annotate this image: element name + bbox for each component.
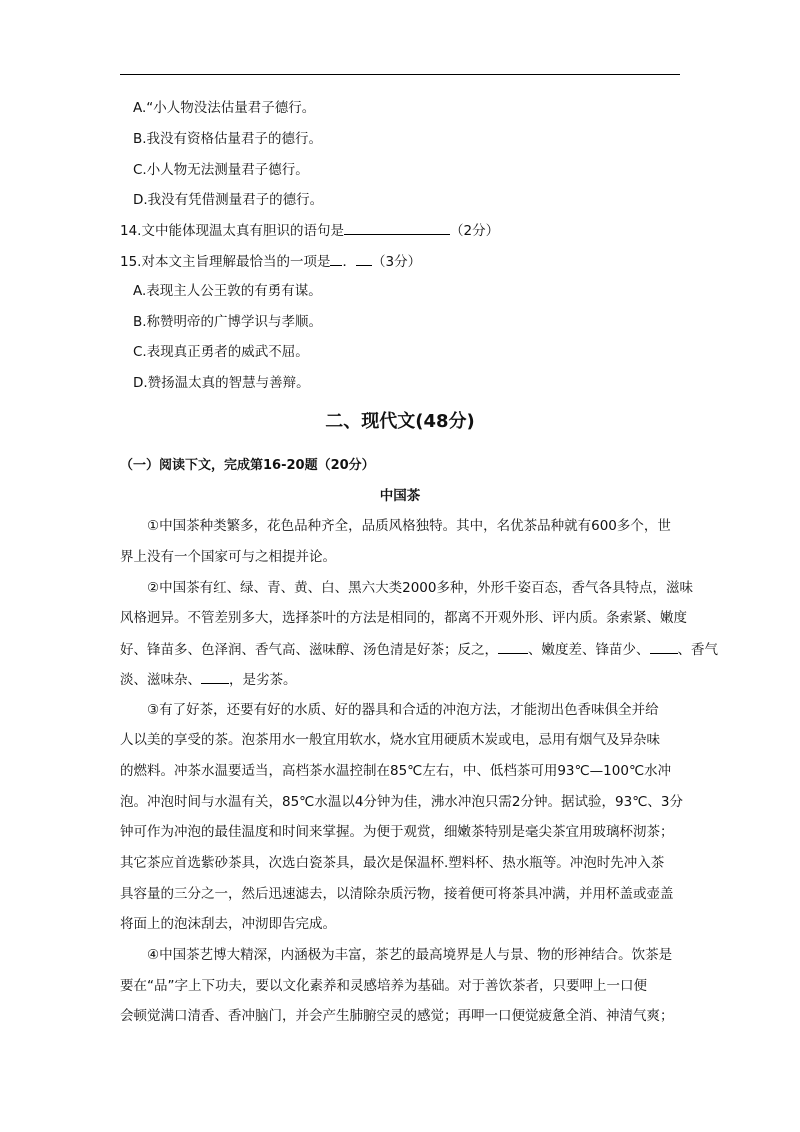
answer-blank <box>344 220 450 235</box>
question-15-text: 15.对本文主旨理解最恰当的一项是 <box>120 254 331 270</box>
q13-option-a: A.“小人物没法估量君子德行。 <box>133 100 316 116</box>
question-15-score: （3分） <box>371 254 422 270</box>
paragraph-1-line-1: ①中国茶种类繁多，花色品种齐全，品质风格独特。其中，名优茶品种就有600多个，世 <box>147 518 671 534</box>
fill-blank-2 <box>650 639 678 654</box>
question-15 <box>120 251 680 272</box>
article-title: 中国茶 <box>379 488 421 504</box>
q13-option-c: C.小人物无法测量君子德行。 <box>133 162 309 178</box>
answer-blank <box>330 251 342 266</box>
paragraph-2-line-2: 风格迥异。不管差别多大，选择茶叶的方法是相同的，都离不开观外形、评内质。条索紧、嫩度 <box>120 610 687 626</box>
paragraph-3-line-6: 其它茶应首选紫砂茶具，次选白瓷茶具，最次是保温杯.塑料杯、热水瓶等。冲泡时先冲入茶 <box>120 855 665 871</box>
paragraph-3-line-3: 的燃料。冲茶水温要适当，高档茶水温控制在85℃左右，中、低档茶可用93℃—100℃水冲 <box>120 763 672 779</box>
paragraph-3-line-1: ③有了好茶，还要有好的水质、好的器具和合适的冲泡方法，才能沏出色香味俱全并给 <box>147 702 659 718</box>
paragraph-3-line-5: 钟可作为冲泡的最佳温度和时间来掌握。为便于观赏，细嫩茶特别是毫尖茶宜用玻璃杯沏茶； <box>120 824 674 840</box>
paragraph-4-line-1: ④中国茶艺博大精深，内涵极为丰富，茶艺的最高境界是人与景、物的形神结合。饮茶是 <box>147 947 673 963</box>
paragraph-1-line-2: 界上没有一个国家可与之相提并论。 <box>120 549 336 565</box>
q15-option-b: B.称赞明帝的广博学识与孝顺。 <box>133 314 323 330</box>
paragraph-2-text: 淡、滋味杂、 <box>120 672 201 688</box>
q13-option-d: D.我没有凭借测量君子的德行。 <box>133 192 324 208</box>
paragraph-3-line-8: 将面上的泡沫刮去，冲沏即告完成。 <box>120 916 336 932</box>
paragraph-2-text: 好、锋苗多、色泽润、香气高、滋味醇、汤色清是好茶；反之， <box>120 642 498 658</box>
paragraph-2-line-3 <box>120 639 718 660</box>
paragraph-2-text: 、香气 <box>677 642 718 658</box>
q13-option-b: B.我没有资格估量君子的德行。 <box>133 131 323 147</box>
paragraph-2-line-1: ②中国茶有红、绿、青、黄、白、黑六大类2000多种，外形千姿百态，香气各具特点，滋味 <box>147 580 693 596</box>
question-15-dot: ． <box>342 254 356 270</box>
question-14 <box>120 220 680 241</box>
fill-blank-3 <box>201 669 229 684</box>
paragraph-3-line-7: 具容量的三分之一，然后迅速滤去，以清除杂质污物，接着便可将茶具冲满，并用杯盖或壶盖 <box>120 886 674 902</box>
q15-option-a: A.表现主人公王敦的有勇有谋。 <box>133 283 322 299</box>
paragraph-3-line-2: 人以美的享受的茶。泡茶用水一般宜用软水，烧水宜用硬质木炭或电，忌用有烟气及异杂味 <box>120 732 660 748</box>
paragraph-3-line-4: 泡。冲泡时间与水温有关，85℃水温以4分钟为佳，沸水冲泡只需2分钟。据试验，93℃、3分 <box>120 794 683 810</box>
answer-blank <box>356 251 372 266</box>
paragraph-2-text: ，是劣茶。 <box>229 672 297 688</box>
paragraph-4-line-2: 要在“品”字上下功夫，要以文化素养和灵感培养为基础。对于善饮茶者，只要呷上一口便 <box>120 978 647 994</box>
q15-option-d: D.赞扬温太真的智慧与善辩。 <box>133 375 310 391</box>
paragraph-2-line-4 <box>120 669 680 690</box>
q15-option-c: C.表现真正勇者的威武不屈。 <box>133 344 309 360</box>
section-title: 二、现代文(48分) <box>325 411 475 432</box>
paragraph-4-line-3: 会顿觉满口清香、香冲脑门，并会产生肺腑空灵的感觉；再呷一口便觉疲惫全消、神清气爽； <box>120 1008 674 1024</box>
header-rule <box>120 74 680 75</box>
question-14-text: 14.文中能体现温太真有胆识的语句是 <box>120 223 344 239</box>
fill-blank-1 <box>498 639 528 654</box>
subsection-heading: （一）阅读下文，完成第16-20题（20分） <box>120 458 375 473</box>
question-14-score: （2分） <box>449 223 500 239</box>
paragraph-2-text: 、嫩度差、锋苗少、 <box>528 642 650 658</box>
